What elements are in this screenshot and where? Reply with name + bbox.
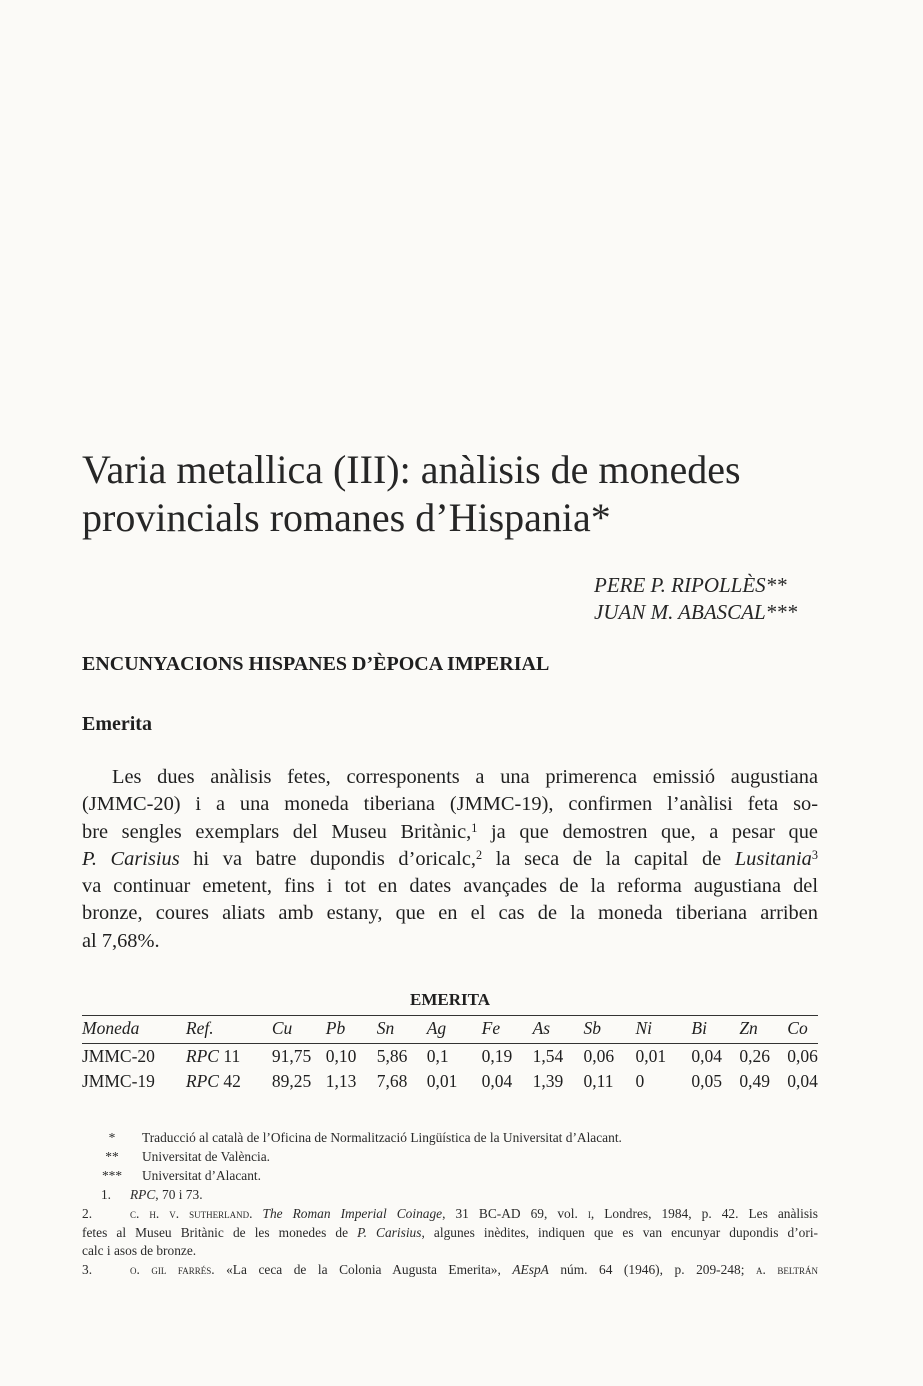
cell-value: 0,26: [739, 1046, 770, 1066]
cell-ref: RPC 42: [185, 1071, 241, 1091]
cell-value: 0,11: [583, 1071, 614, 1091]
footnote-3: 3. o. gil farrés. «La ceca de la Colonia Augusta Emerita», AEspA núm. 64 (1946), p. 209-248; a. beltrán: [82, 1262, 818, 1278]
footnote-ref-1[interactable]: 1: [471, 820, 478, 835]
footnote-2-cont: fetes al Museu Britànic de les monedes de P. Carisius, algunes inèdites, indiquen que es van encunyar dupondis d’ori-: [82, 1224, 819, 1240]
body-line: al 7,68%.: [82, 929, 160, 952]
author-2: JUAN M. ABASCAL***: [594, 600, 798, 624]
cell-value: 1,54: [532, 1046, 564, 1066]
col-header: Bi: [691, 1018, 707, 1038]
composition-table: [82, 1016, 818, 1094]
section-heading: ENCUNYACIONS HISPANES D’ÈPOCA IMPERIAL: [82, 653, 550, 675]
footnote-1: 1. RPC, 70 i 73.: [100, 1186, 203, 1202]
footnote-affiliation-2: *** Universitat d’Alacant.: [101, 1167, 261, 1183]
footnote-2-cont: calc i asos de bronze.: [82, 1243, 197, 1259]
title-line-2: provincials romanes d’Hispania*: [82, 495, 611, 540]
cell-value: 89,25: [271, 1071, 312, 1091]
body-line: bronze, coures aliats amb estany, que en el cas de la moneda tiberiana arriben: [82, 902, 818, 925]
col-header: Sb: [583, 1018, 601, 1038]
footnote-ref-2[interactable]: 2: [475, 847, 483, 862]
subsection-heading: Emerita: [82, 713, 152, 735]
cell-value: 91,75: [271, 1046, 312, 1066]
cell-moneda: JMMC-19: [82, 1071, 155, 1091]
cell-value: 0,04: [787, 1071, 818, 1091]
cell-value: 5,86: [376, 1046, 408, 1066]
table-row: [82, 1041, 818, 1069]
body-line: P. Carisius hi va batre dupondis d’oricalc,$^2$ la seca de la capital de Lusitania$^3$: [82, 847, 818, 870]
cell-value: 0,06: [787, 1046, 818, 1066]
cell-value: 1,13: [325, 1071, 357, 1091]
article-title: [82, 446, 842, 542]
cell-value: 0,01: [426, 1071, 458, 1091]
footnote-affiliation-1: ** Universitat de València.: [105, 1148, 271, 1164]
cell-value: 1,39: [532, 1071, 564, 1091]
col-header: Ni: [635, 1018, 652, 1038]
body-paragraph: [82, 764, 818, 955]
cell-value: 0,04: [481, 1071, 513, 1091]
cell-value: 7,68: [376, 1071, 408, 1091]
authors: [594, 572, 797, 626]
col-header: Pb: [325, 1018, 346, 1038]
col-header: Zn: [739, 1018, 758, 1038]
cell-value: 0,19: [481, 1046, 513, 1066]
table-title: EMERITA: [410, 990, 490, 1009]
author-1: PERE P. RIPOLLÈS**: [594, 573, 787, 597]
cell-ref: RPC 11: [185, 1046, 241, 1066]
cell-moneda: JMMC-20: [82, 1046, 155, 1066]
cell-value: 0,05: [691, 1071, 722, 1091]
table-row: [82, 1069, 818, 1094]
cell-value: 0,1: [426, 1046, 449, 1066]
cell-value: 0,04: [691, 1046, 722, 1066]
col-header: Moneda: [82, 1018, 140, 1038]
col-header: Ref.: [185, 1018, 214, 1038]
cell-value: 0,10: [325, 1046, 357, 1066]
cell-value: 0,06: [583, 1046, 615, 1066]
cell-value: 0,49: [739, 1071, 770, 1091]
footnote-ref-3[interactable]: 3: [811, 847, 818, 862]
body-line: (JMMC-20) i a una moneda tiberiana (JMMC-19), confirmen l’anàlisi feta so-: [82, 793, 818, 816]
cell-value: 0,01: [635, 1046, 667, 1066]
footnote-translation: * Traducció al català de l’Oficina de Normalització Lingüística de la Universitat d’Alacant.: [108, 1130, 622, 1145]
body-line: va continuar emetent, fins i tot en dates avançades de la reforma augustiana del: [82, 875, 818, 898]
footnote-2: 2. c. h. v. sutherland. The Roman Imperial Coinage, 31 BC-AD 69, vol. i, Londres, 1984, p. 42. Les anàlisis: [82, 1205, 818, 1221]
col-header: Cu: [271, 1018, 293, 1038]
table-header-row: [82, 1016, 818, 1041]
col-header: Ag: [426, 1018, 447, 1038]
col-header: Co: [787, 1018, 808, 1038]
col-header: As: [532, 1018, 551, 1038]
body-line: bre sengles exemplars del Museu Britànic,$^1$ ja que demostren que, a pesar que: [82, 820, 818, 843]
col-header: Fe: [481, 1018, 501, 1038]
footnotes: [82, 1129, 818, 1280]
cell-value: 0: [635, 1071, 645, 1091]
body-line: Les dues anàlisis fetes, corresponents a una primerenca emissió augustiana: [112, 766, 818, 788]
col-header: Sn: [376, 1018, 395, 1038]
title-line-1: Varia metallica (III): anàlisis de monedes: [82, 447, 741, 492]
